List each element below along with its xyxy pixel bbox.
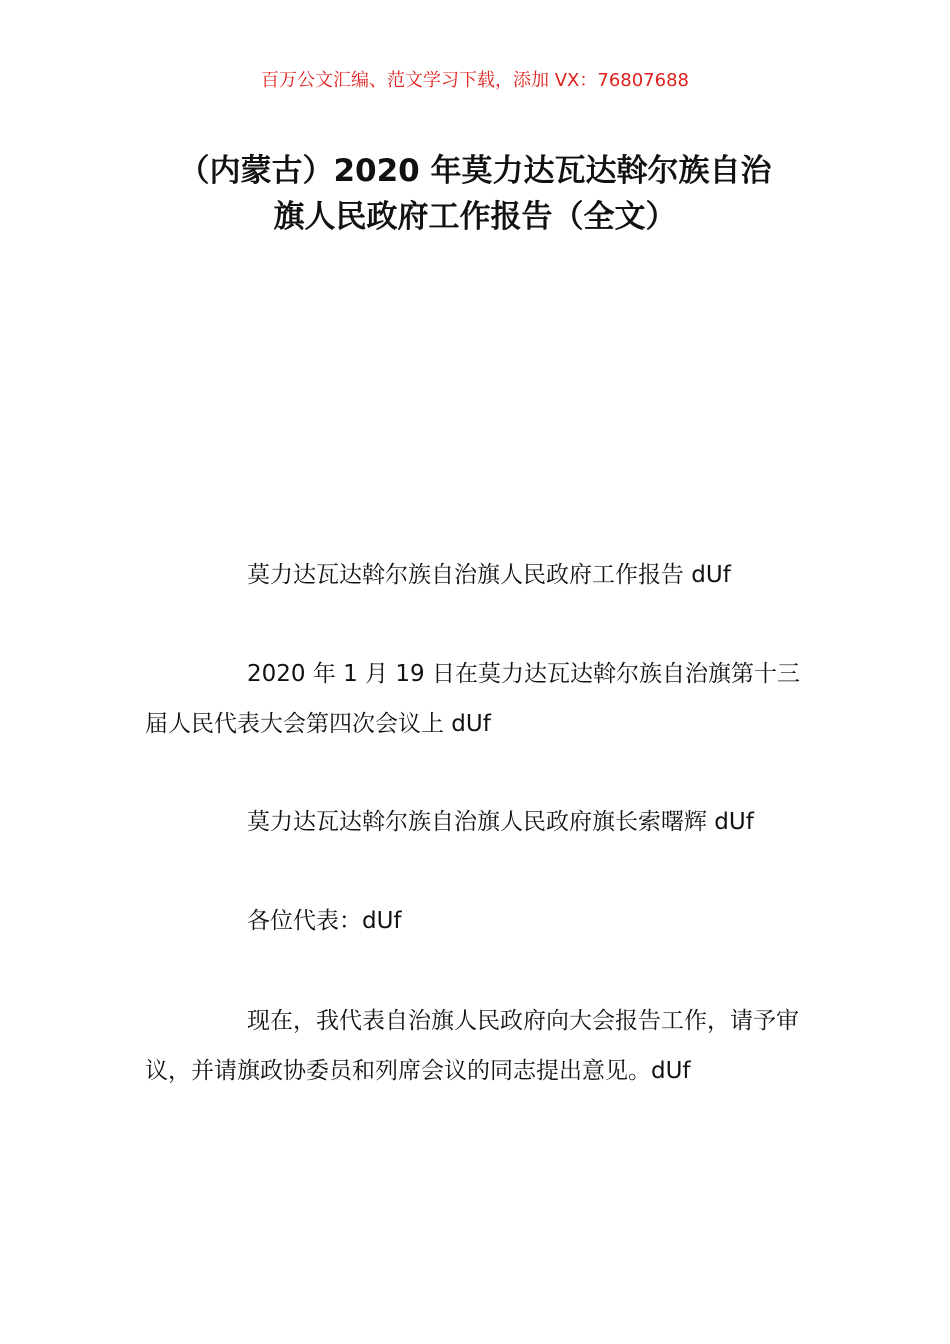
document-title-line-2: 旗人民政府工作报告（全文） xyxy=(273,199,677,235)
paragraph-report-name: 莫力达瓦达斡尔族自治旗人民政府工作报告 dUf xyxy=(247,562,731,588)
paragraph-speaker: 莫力达瓦达斡尔族自治旗人民政府旗长索曙辉 dUf xyxy=(247,809,754,835)
paragraph-meeting-date: 2020 年 1 月 19 日在莫力达瓦达斡尔族自治旗第十三届人民代表大会第四次会议上 dUf xyxy=(145,661,800,737)
document-title-line-1: （内蒙古）2020 年莫力达瓦达斡尔族自治 xyxy=(178,153,772,189)
header-promo-note: 百万公文汇编、范文学习下载，添加 VX：76807688 xyxy=(261,70,689,91)
document-title xyxy=(0,148,950,240)
paragraph-salutation: 各位代表：dUf xyxy=(247,908,402,934)
paragraph-opening: 现在，我代表自治旗人民政府向大会报告工作，请予审议，并请旗政协委员和列席会议的同志提出意见。dUf xyxy=(145,1008,799,1084)
